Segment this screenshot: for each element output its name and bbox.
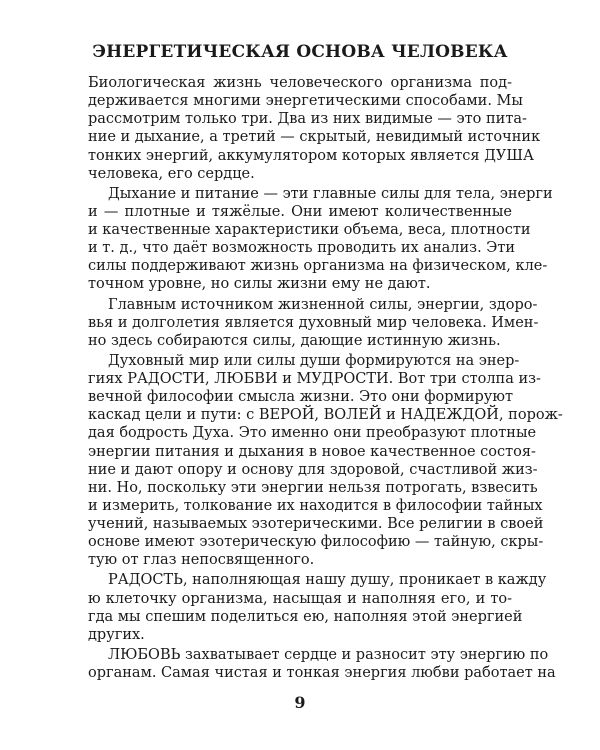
text-line: точном уровне, но силы жизни ему не дают.	[88, 276, 431, 292]
text-line: и измерить, толкование их находится в философии тайных	[88, 498, 543, 514]
text-line: дая бодрость Духа. Это именно они преобразуют плотные	[88, 425, 537, 441]
text-line: и — плотные и тяжёлые. Они имеют количественные	[88, 204, 512, 220]
text-line: человека, его сердце.	[88, 166, 255, 182]
text-line: вья и долголетия является духовный мир человека. Имен-	[88, 315, 539, 331]
text-line: других.	[88, 627, 145, 643]
text-line: силы поддерживают жизнь организма на физическом, кле-	[88, 258, 548, 274]
text-line: Дыхание и питание — эти главные силы для тела, энерги	[108, 186, 553, 202]
text-line: держивается многими энергетическими способами. Мы	[88, 93, 523, 109]
text-line: рассмотрим только три. Два из них видимые — это пита-	[88, 111, 527, 127]
text-line: ни. Но, поскольку эти энергии нельзя потрогать, взвесить	[88, 480, 538, 496]
text-line: ние и дыхание, а третий — скрытый, невидимый источник	[88, 129, 541, 145]
text-line: основе имеют эзотерическую философию — тайную, скры-	[88, 534, 544, 550]
text-line: гиях РАДОСТИ, ЛЮБВИ и МУДРОСТИ. Вот три столпа из-	[88, 371, 541, 387]
text-line: Духовный мир или силы души формируются на энер-	[108, 353, 520, 369]
text-line: Биологическая жизнь человеческого организма под-	[88, 75, 512, 91]
text-line: органам. Самая чистая и тонкая энергия любви работает на	[88, 665, 556, 681]
text-line: тонких энергий, аккумулятором которых является ДУША	[88, 148, 534, 164]
text-line: ЛЮБОВЬ захватывает сердце и разносит эту энергию по	[108, 647, 549, 663]
text-line: ю клеточку организма, насыщая и наполняя его, и то-	[88, 591, 512, 607]
text-line: РАДОСТЬ, наполняющая нашу душу, проникает в кажду	[108, 572, 547, 588]
text-line: вечной философии смысла жизни. Это они формируют	[88, 389, 513, 405]
page-number: 9	[294, 693, 306, 712]
chapter-title: ЭНЕРГЕТИЧЕСКАЯ ОСНОВА ЧЕЛОВЕКА	[92, 42, 508, 62]
text-line: и качественные характеристики объема, веса, плотности	[88, 222, 531, 238]
text-line: и т. д., что даёт возможность проводить их анализ. Эти	[88, 240, 516, 256]
text-line: ние и дают опору и основу для здоровой, счастливой жиз-	[88, 462, 538, 478]
text-line: Главным источником жизненной силы, энергии, здоро-	[108, 297, 538, 313]
text-line: энергии питания и дыхания в новое качественное состоя-	[88, 444, 536, 460]
text-line: но здесь собираются силы, дающие истинную жизнь.	[88, 333, 501, 349]
text-line: тую от глаз непосвященного.	[88, 552, 315, 568]
text-line: каскад цели и пути: с ВЕРОЙ, ВОЛЕЙ и НАДЕЖДОЙ, порож-	[88, 407, 563, 423]
text-line: гда мы спешим поделиться ею, наполняя этой энергией	[88, 609, 523, 625]
text-line: учений, называемых эзотерическими. Все религии в своей	[88, 516, 544, 532]
